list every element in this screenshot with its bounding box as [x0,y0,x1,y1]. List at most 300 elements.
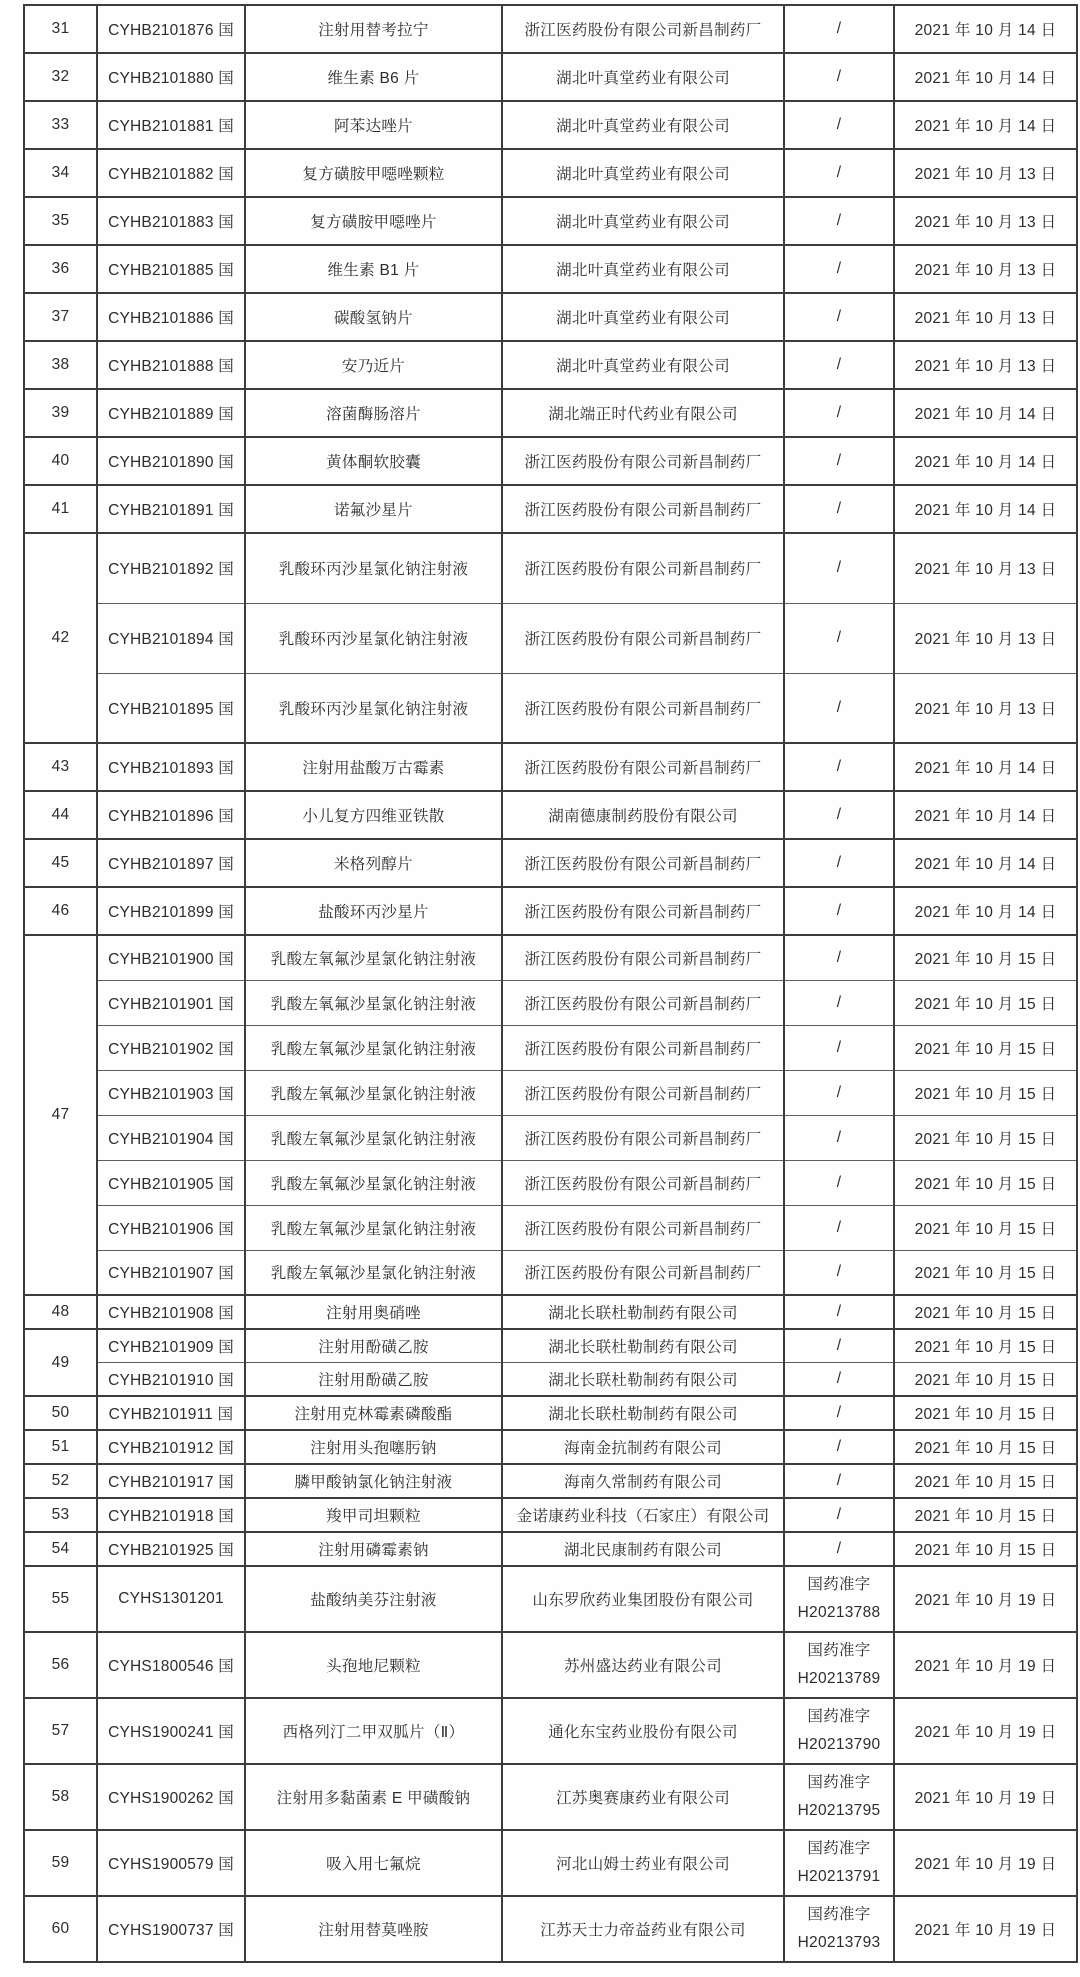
approval-date-cell: 2021 年 10 月 14 日 [894,5,1077,53]
acceptance-code-cell: CYHB2101910 国 [97,1363,245,1397]
manufacturer-cell: 湖北长联杜勒制药有限公司 [502,1295,784,1329]
license-line: / [836,1404,842,1421]
approval-date-cell: 2021 年 10 月 14 日 [894,389,1077,437]
license-line: / [836,854,842,871]
table-row [24,533,1077,603]
table-row [24,743,1077,791]
drug-name-cell: 膦甲酸钠氯化钠注射液 [245,1464,502,1498]
manufacturer-cell: 浙江医药股份有限公司新昌制药厂 [502,839,784,887]
table-row [24,485,1077,533]
manufacturer-cell: 浙江医药股份有限公司新昌制药厂 [502,437,784,485]
drug-name-cell: 盐酸环丙沙星片 [245,887,502,935]
license-number-cell [784,1025,894,1070]
acceptance-code-cell: CYHB2101888 国 [97,341,245,389]
row-number-cell: 40 [24,437,97,485]
approval-date-cell: 2021 年 10 月 15 日 [894,1205,1077,1250]
drug-name-cell: 注射用盐酸万古霉素 [245,743,502,791]
row-number-cell: 32 [24,53,97,101]
table-row [24,1464,1077,1498]
license-number-cell [784,1632,894,1698]
table-row [24,791,1077,839]
table-row [24,1430,1077,1464]
manufacturer-cell: 海南金抗制药有限公司 [502,1430,784,1464]
acceptance-code-cell: CYHS1900579 国 [97,1830,245,1896]
table-row [24,1396,1077,1430]
license-line: / [836,698,842,716]
row-number-cell: 52 [24,1464,97,1498]
acceptance-code-cell: CYHB2101905 国 [97,1160,245,1205]
acceptance-code-cell: CYHB2101902 国 [97,1025,245,1070]
license-line: / [836,1083,842,1101]
approval-date-cell: 2021 年 10 月 19 日 [894,1896,1077,1962]
drug-name-cell: 注射用酚磺乙胺 [245,1363,502,1397]
license-line: / [836,1038,842,1056]
license-line: / [836,116,842,133]
manufacturer-cell: 浙江医药股份有限公司新昌制药厂 [502,1115,784,1160]
table-row [24,1830,1077,1896]
drug-name-cell: 头孢地尼颗粒 [245,1632,502,1698]
license-line: / [836,452,842,469]
drug-name-cell: 注射用替考拉宁 [245,5,502,53]
approval-date-cell: 2021 年 10 月 14 日 [894,791,1077,839]
license-number-cell [784,1295,894,1329]
manufacturer-cell: 湖北叶真堂药业有限公司 [502,53,784,101]
license-number-cell [784,245,894,293]
drug-name-cell: 复方磺胺甲噁唑片 [245,197,502,245]
drug-name-cell: 注射用磷霉素钠 [245,1532,502,1566]
approval-date-cell: 2021 年 10 月 19 日 [894,1830,1077,1896]
manufacturer-cell: 海南久常制药有限公司 [502,1464,784,1498]
table-row [24,341,1077,389]
acceptance-code-cell: CYHB2101906 国 [97,1205,245,1250]
acceptance-code-cell: CYHB2101876 国 [97,5,245,53]
drug-approval-table-body [24,5,1077,1962]
manufacturer-cell: 浙江医药股份有限公司新昌制药厂 [502,1070,784,1115]
license-line: / [836,1303,842,1320]
acceptance-code-cell: CYHB2101883 国 [97,197,245,245]
drug-name-cell: 溶菌酶肠溶片 [245,389,502,437]
approval-date-cell: 2021 年 10 月 15 日 [894,1025,1077,1070]
row-number-cell: 56 [24,1632,97,1698]
license-number-cell [784,1566,894,1632]
license-line: 国药准字 [807,1840,871,1857]
license-line: / [836,356,842,373]
manufacturer-cell: 浙江医药股份有限公司新昌制药厂 [502,980,784,1025]
acceptance-code-cell: CYHB2101912 国 [97,1430,245,1464]
license-number-cell [784,101,894,149]
manufacturer-cell: 湖南德康制药股份有限公司 [502,791,784,839]
manufacturer-cell: 浙江医药股份有限公司新昌制药厂 [502,743,784,791]
row-number-cell: 35 [24,197,97,245]
row-number-cell: 45 [24,839,97,887]
license-number-cell [784,935,894,980]
manufacturer-cell: 浙江医药股份有限公司新昌制药厂 [502,935,784,980]
license-number-cell [784,1396,894,1430]
license-number-cell [784,149,894,197]
license-line: / [836,629,842,646]
manufacturer-cell: 浙江医药股份有限公司新昌制药厂 [502,1025,784,1070]
license-line: 国药准字 [807,1774,871,1791]
license-number-cell [784,1698,894,1764]
drug-name-cell: 西格列汀二甲双胍片（Ⅱ） [245,1698,502,1764]
manufacturer-cell: 山东罗欣药业集团股份有限公司 [502,1566,784,1632]
table-row [24,5,1077,53]
drug-name-cell: 维生素 B1 片 [245,245,502,293]
acceptance-code-cell: CYHB2101886 国 [97,293,245,341]
manufacturer-cell: 湖北民康制药有限公司 [502,1532,784,1566]
license-number-cell [784,197,894,245]
license-number-cell [784,1896,894,1962]
manufacturer-cell: 湖北长联杜勒制药有限公司 [502,1363,784,1397]
table-row [24,197,1077,245]
row-number-cell: 50 [24,1396,97,1430]
row-number-cell: 51 [24,1430,97,1464]
drug-name-cell: 乳酸环丙沙星氯化钠注射液 [245,603,502,673]
license-number-cell [784,1363,894,1397]
row-number-cell: 42 [24,533,97,743]
acceptance-code-cell: CYHB2101907 国 [97,1250,245,1295]
drug-name-cell: 乳酸左氧氟沙星氯化钠注射液 [245,1115,502,1160]
license-number-cell [784,5,894,53]
table-row [24,673,1077,743]
manufacturer-cell: 浙江医药股份有限公司新昌制药厂 [502,1250,784,1295]
row-number-cell: 58 [24,1764,97,1830]
approval-date-cell: 2021 年 10 月 19 日 [894,1632,1077,1698]
license-line: / [836,1173,842,1191]
manufacturer-cell: 湖北叶真堂药业有限公司 [502,101,784,149]
row-number-cell: 44 [24,791,97,839]
license-line: / [836,500,842,517]
approval-date-cell: 2021 年 10 月 13 日 [894,149,1077,197]
license-line: H20213793 [797,1934,881,1951]
license-number-cell [784,485,894,533]
manufacturer-cell: 浙江医药股份有限公司新昌制药厂 [502,673,784,743]
row-number-cell: 38 [24,341,97,389]
approval-date-cell: 2021 年 10 月 15 日 [894,1070,1077,1115]
manufacturer-cell: 湖北长联杜勒制药有限公司 [502,1396,784,1430]
license-line: / [836,1472,842,1489]
row-number-cell: 55 [24,1566,97,1632]
license-line: / [836,993,842,1011]
license-number-cell [784,980,894,1025]
drug-name-cell: 注射用奥硝唑 [245,1295,502,1329]
table-row [24,935,1077,980]
drug-name-cell: 注射用克林霉素磷酸酯 [245,1396,502,1430]
table-row [24,887,1077,935]
approval-date-cell: 2021 年 10 月 15 日 [894,1464,1077,1498]
table-row [24,1532,1077,1566]
approval-date-cell: 2021 年 10 月 15 日 [894,1329,1077,1363]
license-number-cell [784,791,894,839]
row-number-cell: 36 [24,245,97,293]
license-number-cell [784,1115,894,1160]
table-row [24,53,1077,101]
license-line: / [836,758,842,775]
drug-name-cell: 吸入用七氟烷 [245,1830,502,1896]
approval-date-cell: 2021 年 10 月 15 日 [894,1532,1077,1566]
approval-date-cell: 2021 年 10 月 13 日 [894,341,1077,389]
license-number-cell [784,887,894,935]
license-number-cell [784,1329,894,1363]
license-number-cell [784,437,894,485]
drug-name-cell: 乳酸环丙沙星氯化钠注射液 [245,533,502,603]
row-number-cell: 59 [24,1830,97,1896]
manufacturer-cell: 浙江医药股份有限公司新昌制药厂 [502,1160,784,1205]
drug-name-cell: 米格列醇片 [245,839,502,887]
table-row [24,293,1077,341]
acceptance-code-cell: CYHB2101911 国 [97,1396,245,1430]
license-line: / [836,902,842,919]
manufacturer-cell: 湖北叶真堂药业有限公司 [502,149,784,197]
table-row [24,1363,1077,1397]
manufacturer-cell: 浙江医药股份有限公司新昌制药厂 [502,5,784,53]
license-line: / [836,1263,842,1281]
manufacturer-cell: 苏州盛达药业有限公司 [502,1632,784,1698]
row-number-cell: 39 [24,389,97,437]
table-row [24,1295,1077,1329]
table-row [24,389,1077,437]
approval-date-cell: 2021 年 10 月 13 日 [894,293,1077,341]
approval-date-cell: 2021 年 10 月 15 日 [894,1430,1077,1464]
acceptance-code-cell: CYHS1900737 国 [97,1896,245,1962]
license-line: / [836,260,842,277]
acceptance-code-cell: CYHB2101908 国 [97,1295,245,1329]
drug-name-cell: 乳酸左氧氟沙星氯化钠注射液 [245,1070,502,1115]
approval-date-cell: 2021 年 10 月 13 日 [894,533,1077,603]
license-number-cell [784,1498,894,1532]
row-number-cell: 47 [24,935,97,1295]
drug-name-cell: 阿苯达唑片 [245,101,502,149]
license-number-cell [784,1830,894,1896]
manufacturer-cell: 浙江医药股份有限公司新昌制药厂 [502,603,784,673]
row-number-cell: 60 [24,1896,97,1962]
approval-date-cell: 2021 年 10 月 14 日 [894,743,1077,791]
drug-name-cell: 乳酸左氧氟沙星氯化钠注射液 [245,935,502,980]
license-line: / [836,164,842,181]
row-number-cell: 31 [24,5,97,53]
license-number-cell [784,1070,894,1115]
table-row [24,1698,1077,1764]
drug-name-cell: 注射用替莫唑胺 [245,1896,502,1962]
approval-date-cell: 2021 年 10 月 15 日 [894,1396,1077,1430]
license-number-cell [784,53,894,101]
manufacturer-cell: 浙江医药股份有限公司新昌制药厂 [502,485,784,533]
table-row [24,1025,1077,1070]
drug-name-cell: 注射用头孢噻肟钠 [245,1430,502,1464]
acceptance-code-cell: CYHB2101892 国 [97,533,245,603]
drug-name-cell: 安乃近片 [245,341,502,389]
acceptance-code-cell: CYHB2101881 国 [97,101,245,149]
table-row [24,1566,1077,1632]
license-line: / [836,404,842,421]
license-number-cell [784,1160,894,1205]
approval-date-cell: 2021 年 10 月 19 日 [894,1764,1077,1830]
approval-date-cell: 2021 年 10 月 15 日 [894,1115,1077,1160]
acceptance-code-cell: CYHB2101882 国 [97,149,245,197]
acceptance-code-cell: CYHB2101889 国 [97,389,245,437]
license-line: 国药准字 [807,1642,871,1659]
manufacturer-cell: 湖北叶真堂药业有限公司 [502,341,784,389]
approval-date-cell: 2021 年 10 月 15 日 [894,980,1077,1025]
table-row [24,603,1077,673]
row-number-cell: 43 [24,743,97,791]
manufacturer-cell: 河北山姆士药业有限公司 [502,1830,784,1896]
drug-name-cell: 乳酸左氧氟沙星氯化钠注射液 [245,980,502,1025]
license-number-cell [784,1250,894,1295]
license-line: H20213790 [797,1736,881,1753]
license-number-cell [784,603,894,673]
table-row [24,1632,1077,1698]
manufacturer-cell: 湖北叶真堂药业有限公司 [502,245,784,293]
manufacturer-cell: 湖北叶真堂药业有限公司 [502,293,784,341]
acceptance-code-cell: CYHB2101899 国 [97,887,245,935]
acceptance-code-cell: CYHB2101925 国 [97,1532,245,1566]
table-row [24,101,1077,149]
approval-date-cell: 2021 年 10 月 19 日 [894,1698,1077,1764]
acceptance-code-cell: CYHB2101893 国 [97,743,245,791]
acceptance-code-cell: CYHB2101903 国 [97,1070,245,1115]
approval-date-cell: 2021 年 10 月 14 日 [894,101,1077,149]
acceptance-code-cell: CYHB2101904 国 [97,1115,245,1160]
table-row [24,1070,1077,1115]
license-line: / [836,20,842,37]
table-row [24,1205,1077,1250]
table-row [24,1329,1077,1363]
acceptance-code-cell: CYHB2101885 国 [97,245,245,293]
license-line: 国药准字 [807,1906,871,1923]
row-number-cell: 48 [24,1295,97,1329]
acceptance-code-cell: CYHB2101917 国 [97,1464,245,1498]
license-number-cell [784,839,894,887]
license-line: 国药准字 [807,1576,871,1593]
acceptance-code-cell: CYHS1900262 国 [97,1764,245,1830]
license-line: H20213791 [797,1868,881,1885]
drug-name-cell: 复方磺胺甲噁唑颗粒 [245,149,502,197]
acceptance-code-cell: CYHB2101900 国 [97,935,245,980]
license-line: / [836,308,842,325]
license-line: / [836,68,842,85]
acceptance-code-cell: CYHB2101896 国 [97,791,245,839]
manufacturer-cell: 通化东宝药业股份有限公司 [502,1698,784,1764]
table-row [24,1764,1077,1830]
acceptance-code-cell: CYHB2101880 国 [97,53,245,101]
table-row [24,1250,1077,1295]
approval-date-cell: 2021 年 10 月 14 日 [894,53,1077,101]
row-number-cell: 33 [24,101,97,149]
acceptance-code-cell: CYHS1301201 [97,1566,245,1632]
approval-date-cell: 2021 年 10 月 15 日 [894,935,1077,980]
license-line: / [836,1370,842,1387]
acceptance-code-cell: CYHS1800546 国 [97,1632,245,1698]
license-number-cell [784,1532,894,1566]
drug-name-cell: 乳酸左氧氟沙星氯化钠注射液 [245,1205,502,1250]
license-line: / [836,1337,842,1354]
approval-date-cell: 2021 年 10 月 15 日 [894,1363,1077,1397]
acceptance-code-cell: CYHB2101891 国 [97,485,245,533]
acceptance-code-cell: CYHB2101897 国 [97,839,245,887]
acceptance-code-cell: CYHB2101894 国 [97,603,245,673]
drug-name-cell: 黄体酮软胶囊 [245,437,502,485]
table-row [24,245,1077,293]
approval-date-cell: 2021 年 10 月 14 日 [894,485,1077,533]
license-number-cell [784,1430,894,1464]
approval-date-cell: 2021 年 10 月 13 日 [894,673,1077,743]
row-number-cell: 41 [24,485,97,533]
approval-date-cell: 2021 年 10 月 15 日 [894,1498,1077,1532]
drug-approval-table [23,4,1078,1963]
approval-date-cell: 2021 年 10 月 13 日 [894,245,1077,293]
license-line: / [836,1540,842,1557]
license-line: H20213788 [797,1604,881,1621]
license-number-cell [784,533,894,603]
row-number-cell: 46 [24,887,97,935]
license-number-cell [784,673,894,743]
manufacturer-cell: 浙江医药股份有限公司新昌制药厂 [502,533,784,603]
drug-name-cell: 乳酸环丙沙星氯化钠注射液 [245,673,502,743]
drug-name-cell: 注射用酚磺乙胺 [245,1329,502,1363]
drug-name-cell: 维生素 B6 片 [245,53,502,101]
drug-name-cell: 乳酸左氧氟沙星氯化钠注射液 [245,1025,502,1070]
approval-date-cell: 2021 年 10 月 14 日 [894,437,1077,485]
license-line: / [836,1218,842,1236]
approval-date-cell: 2021 年 10 月 13 日 [894,197,1077,245]
table-row [24,1160,1077,1205]
table-row [24,980,1077,1025]
manufacturer-cell: 浙江医药股份有限公司新昌制药厂 [502,887,784,935]
approval-date-cell: 2021 年 10 月 14 日 [894,887,1077,935]
table-row [24,1498,1077,1532]
row-number-cell: 37 [24,293,97,341]
row-number-cell: 54 [24,1532,97,1566]
table-row [24,149,1077,197]
approval-date-cell: 2021 年 10 月 15 日 [894,1295,1077,1329]
drug-name-cell: 羧甲司坦颗粒 [245,1498,502,1532]
row-number-cell: 49 [24,1329,97,1396]
drug-name-cell: 碳酸氢钠片 [245,293,502,341]
drug-name-cell: 盐酸纳美芬注射液 [245,1566,502,1632]
approval-date-cell: 2021 年 10 月 15 日 [894,1160,1077,1205]
manufacturer-cell: 江苏奥赛康药业有限公司 [502,1764,784,1830]
license-number-cell [784,389,894,437]
license-number-cell [784,1764,894,1830]
manufacturer-cell: 江苏天士力帝益药业有限公司 [502,1896,784,1962]
license-line: / [836,1128,842,1146]
license-number-cell [784,341,894,389]
table-row [24,1896,1077,1962]
acceptance-code-cell: CYHB2101895 国 [97,673,245,743]
license-number-cell [784,743,894,791]
license-line: / [836,559,842,577]
license-number-cell [784,293,894,341]
license-line: / [836,948,842,966]
approval-date-cell: 2021 年 10 月 13 日 [894,603,1077,673]
manufacturer-cell: 浙江医药股份有限公司新昌制药厂 [502,1205,784,1250]
manufacturer-cell: 金诺康药业科技（石家庄）有限公司 [502,1498,784,1532]
acceptance-code-cell: CYHB2101918 国 [97,1498,245,1532]
license-line: H20213795 [797,1802,881,1819]
drug-name-cell: 乳酸左氧氟沙星氯化钠注射液 [245,1160,502,1205]
acceptance-code-cell: CYHB2101890 国 [97,437,245,485]
table-row [24,839,1077,887]
row-number-cell: 34 [24,149,97,197]
drug-name-cell: 乳酸左氧氟沙星氯化钠注射液 [245,1250,502,1295]
manufacturer-cell: 湖北端正时代药业有限公司 [502,389,784,437]
acceptance-code-cell: CYHB2101909 国 [97,1329,245,1363]
drug-name-cell: 诺氟沙星片 [245,485,502,533]
table-row [24,1115,1077,1160]
license-line: / [836,212,842,229]
license-line: / [836,1438,842,1455]
